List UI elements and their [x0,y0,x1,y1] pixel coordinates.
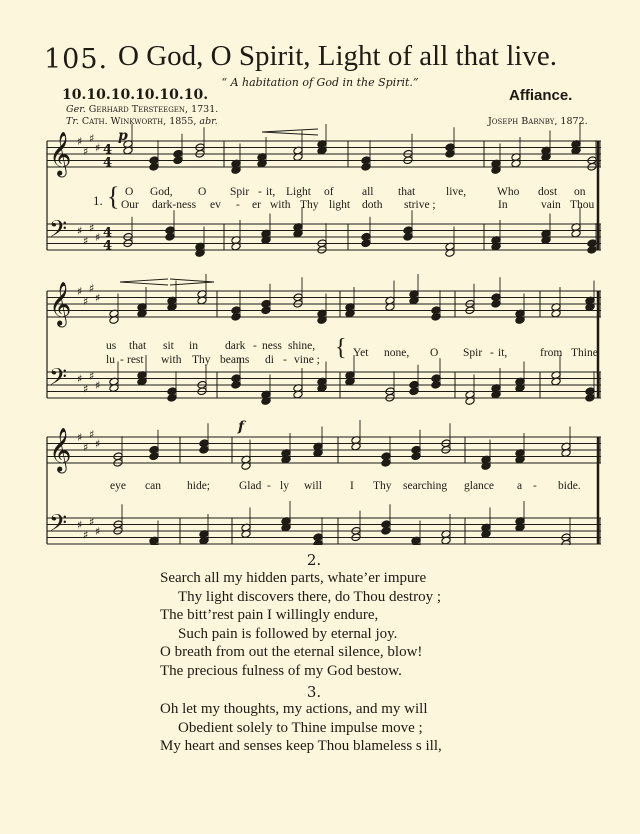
lyric: vain [541,199,561,211]
author-name: Gerhard Tersteegen, [88,104,189,115]
time-signature-top: 4 [103,225,113,241]
lyric: eye [110,480,126,492]
lyric: Our [121,199,139,211]
lyric: that [129,340,147,352]
lyric: glance [464,480,495,492]
treble-clef: 𝄞 [49,131,72,176]
sharp-sign: ♯ [77,285,83,298]
lyric: - [236,199,240,211]
sharp-sign: ♯ [83,234,89,248]
lyric: Light [286,186,311,198]
hymn-number: 105. [44,44,109,75]
lyric: Thy [192,354,211,366]
bass-clef: 𝄢 [49,362,68,396]
lyric: of [324,186,334,198]
sharp-sign: ♯ [83,294,89,308]
lyric: can [145,480,161,492]
dynamic-mark: f [238,419,245,435]
lyric: a [517,480,523,492]
lyric: O [198,186,207,198]
sharp-sign: ♯ [89,221,95,235]
lyric: ly [280,480,289,492]
verse-brace-right: { [335,335,347,361]
sharp-sign: ♯ [83,528,89,542]
treble-clef: 𝄞 [49,281,72,326]
lyric: Who [497,186,520,198]
lyric: beams [220,354,250,366]
lyric: all [362,186,374,198]
sharp-sign: ♯ [77,518,83,532]
sharp-sign: ♯ [95,525,101,538]
bass-clef: 𝄢 [49,214,68,248]
bass-clef: 𝄢 [49,508,68,542]
verse-line: Oh let my thoughts, my actions, and my will [160,701,428,717]
lyric: Thine [571,347,598,359]
time-signature-top: 4 [103,142,113,158]
lyric: Glad [239,480,262,492]
sharp-sign: ♯ [83,144,89,158]
lyric: hide; [187,480,210,492]
verse-brace: { [107,182,120,211]
dynamic-mark: p [118,128,128,144]
lyric: with [161,354,182,366]
verse-line: O breath from out the eternal silence, blow! [160,644,423,660]
sharp-sign: ♯ [95,437,101,451]
treble-clef: 𝄞 [49,427,72,472]
lyric: dost [538,186,558,198]
lyric: that [398,186,416,198]
verse-line: Search all my hidden parts, whate’er impure [160,570,427,586]
author-prefix: Ger. [66,104,86,115]
lyric: with [270,199,291,211]
lyric: - [533,480,537,492]
sharp-sign: ♯ [77,372,83,386]
sharp-sign: ♯ [95,231,101,244]
sharp-sign: ♯ [89,427,95,441]
sharp-sign: ♯ [77,135,83,148]
lyric: from [540,347,563,359]
lyric: doth [362,199,383,211]
verse-marker: 1. [93,193,103,208]
lyric: dark-ness [152,199,197,211]
lyric: in [189,340,198,352]
lyric: di [265,354,274,366]
lyric: ev [210,199,221,211]
lyric: bide. [558,480,581,492]
verse-line: Obedient solely to Thine impulse move ; [178,720,423,736]
lyric: - [490,347,494,359]
sharp-sign: ♯ [89,515,95,529]
lyric: Spir [463,347,483,359]
time-signature-bottom: 4 [103,238,113,254]
lyric: I [350,480,354,492]
verse-line: Such pain is followed by eternal joy. [178,626,398,642]
verse-line: The precious fulness of my God bestow. [160,663,402,679]
lyric: - [267,480,271,492]
sharp-sign: ♯ [89,369,95,383]
time-signature-bottom: 4 [103,155,113,171]
diminuendo-hairpin [170,279,214,285]
verse-line: Thy light discovers there, do Thou destroy ; [178,589,442,605]
lyric: Thou [570,199,595,211]
lyric: shine, [288,340,316,352]
lyric: dark [225,340,246,352]
verse-number: 2. [306,551,322,569]
lyric: er [252,199,261,211]
translator-prefix: Tr. [66,116,79,127]
lyric: sit [163,340,174,352]
lyric: Thy [373,480,392,492]
lyric: - [283,354,287,366]
lyric: it, [498,347,508,359]
sharp-sign: ♯ [89,131,95,145]
lyric: none, [384,347,410,359]
crescendo-hairpin [120,279,168,285]
sharp-sign: ♯ [89,281,95,295]
lyric: Yet [353,347,369,359]
meter: 10.10.10.10.10.10. [62,87,209,103]
lyric: will [304,480,322,492]
sharp-sign: ♯ [83,440,89,454]
verse-line: The bitt’rest pain I willingly endure, [160,607,379,623]
lyric: - [120,354,124,366]
lyric: ness [262,340,282,352]
lyric: Spir [230,186,250,198]
lyric: lu [106,354,115,366]
lyric: - [253,340,257,352]
lyric: O [125,186,134,198]
translator-year: 1855, [169,116,197,127]
tune-name: Affiance. [509,87,573,104]
sharp-sign: ♯ [77,431,83,444]
lyric: rest [127,354,144,366]
hymn-title: O God, O Spirit, Light of all that live. [118,40,557,72]
lyric: O [430,347,439,359]
epigraph: “ A habitation of God in the Spirit.” [221,76,419,89]
sharp-sign: ♯ [95,291,101,305]
sharp-sign: ♯ [77,224,83,238]
sharp-sign: ♯ [95,141,101,155]
lyric: vine ; [294,354,320,366]
composer-credit: Joseph Barnby, 1872. [488,116,588,127]
lyric: - [258,186,262,198]
crescendo-hairpin [262,129,318,135]
lyric: light [329,199,351,211]
translator-name: Cath. Winkworth, [81,116,167,127]
lyric: searching [403,480,448,492]
lyric: strive ; [404,199,436,211]
lyric: Thy [300,199,319,211]
sharp-sign: ♯ [83,382,89,396]
lyric: live, [446,186,467,198]
verse-line: My heart and senses keep Thou blameless s ill, [160,738,442,754]
translator-suffix: abr. [199,116,218,127]
lyric: God, [150,186,173,198]
author-year: 1731. [191,104,219,115]
lyric: on [574,186,586,198]
lyric: it, [266,186,276,198]
sharp-sign: ♯ [95,379,101,392]
verse-number: 3. [306,683,322,701]
lyric: us [106,340,117,352]
lyric: In [498,199,508,211]
